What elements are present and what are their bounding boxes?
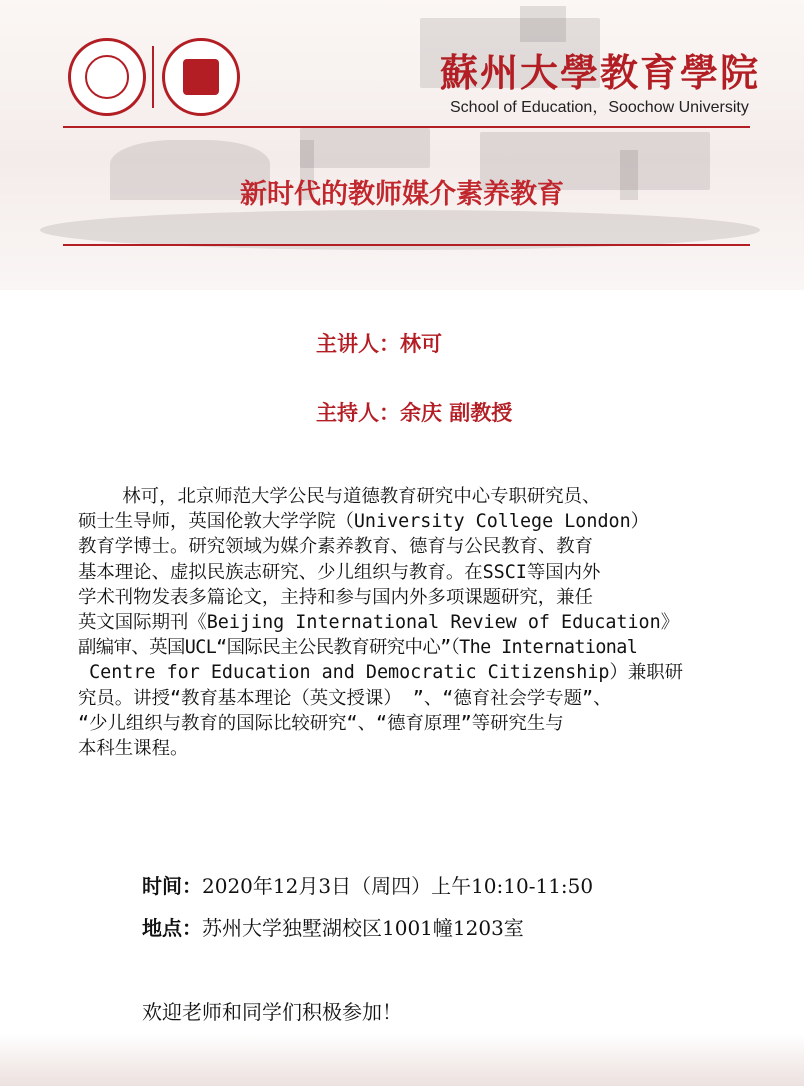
bio-line: 本科生课程。 bbox=[78, 738, 189, 760]
location-value: 苏州大学独墅湖校区1001幢1203室 bbox=[202, 916, 524, 940]
page-title: 新时代的教师媒介素养教育 bbox=[240, 179, 564, 210]
time-value: 2020年12月3日（周四）上午10:10-11:50 bbox=[202, 874, 594, 898]
speaker-bio bbox=[78, 484, 778, 761]
university-seal-logo bbox=[68, 38, 146, 116]
event-time bbox=[142, 870, 593, 899]
bio-line: 究员。讲授“教育基本理论（英文授课） ”、“德育社会学专题”、 bbox=[78, 687, 612, 709]
bio-line: “少儿组织与教育的国际比较研究“、“德育原理”等研究生与 bbox=[78, 712, 564, 734]
bio-line: 硕士生导师，英国伦敦大学学院（University College London） bbox=[78, 511, 650, 533]
building-illustration-2 bbox=[300, 128, 430, 168]
event-location bbox=[142, 912, 524, 941]
speaker-line: 主讲人：林可 bbox=[316, 332, 442, 356]
top-rule bbox=[63, 126, 750, 128]
bio-line: Centre for Education and Democratic Citizenship）兼职研 bbox=[78, 662, 684, 684]
time-label: 时间： bbox=[142, 874, 202, 898]
bio-line: 英文国际期刊《Beijing International Review of Education》 bbox=[78, 612, 680, 634]
welcome-text: 欢迎老师和同学们积极参加！ bbox=[142, 1000, 402, 1024]
seal-inner-ring bbox=[85, 55, 129, 99]
bio-line: 林可，北京师范大学公民与道德教育研究中心专职研究员、 bbox=[78, 486, 601, 507]
logo-divider bbox=[152, 46, 154, 108]
school-seal-logo bbox=[162, 38, 240, 116]
location-label: 地点： bbox=[142, 916, 202, 940]
bio-line: 基本理论、虚拟民族志研究、少儿组织与教育。在SSCI等国内外 bbox=[78, 561, 601, 583]
seal-stamp bbox=[183, 59, 219, 95]
bio-line: 副编审、英国UCL“国际民主公民教育研究中心”（The International bbox=[78, 637, 638, 659]
tower-illustration bbox=[520, 6, 566, 42]
school-name-cn: 蘇州大學教育學院 bbox=[440, 50, 761, 95]
footer-band bbox=[0, 1034, 804, 1086]
bottom-rule bbox=[63, 244, 750, 246]
school-name-en: School of Education，Soochow University bbox=[450, 99, 749, 116]
header-banner bbox=[0, 0, 804, 290]
host-line: 主持人：余庆 副教授 bbox=[316, 401, 513, 425]
bio-line: 学术刊物发表多篇论文，主持和参与国内外多项课题研究，兼任 bbox=[78, 586, 593, 608]
bio-line: 教育学博士。研究领域为媒介素养教育、德育与公民教育、教育 bbox=[78, 536, 593, 558]
